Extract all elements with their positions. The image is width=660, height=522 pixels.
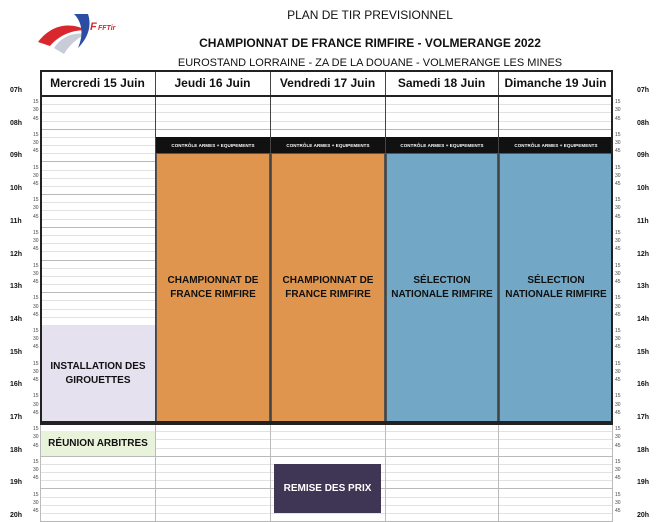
event-bar-block — [499, 137, 613, 153]
quarter-label-right: 15 — [615, 164, 621, 171]
event-orange-block — [156, 153, 270, 423]
quarter-label-left: 15 — [33, 360, 39, 367]
quarter-label-left: 45 — [33, 213, 39, 220]
event-label: CHAMPIONNAT DE FRANCE RIMFIRE — [282, 275, 374, 301]
quarter-label-left: 30 — [33, 368, 39, 375]
event-label: INSTALLATION DES GIROUETTES — [50, 360, 146, 386]
quarter-label-left: 30 — [33, 238, 39, 245]
event-label: SÉLECTION NATIONALE RIMFIRE — [505, 275, 607, 301]
day-header: Samedi 18 Juin — [397, 76, 486, 90]
quarter-label-left: 30 — [33, 270, 39, 277]
quarter-label-right: 15 — [615, 328, 621, 335]
event-bar-block — [271, 137, 385, 153]
frame-right-lower — [612, 423, 613, 521]
quarter-label-left: 15 — [33, 99, 39, 106]
hour-label-left: 07h — [10, 87, 23, 94]
quarter-label-right: 30 — [615, 401, 621, 408]
hour-label-right: 10h — [637, 185, 650, 193]
event-label: SÉLECTION NATIONALE RIMFIRE — [391, 275, 493, 301]
quarter-label-right: 30 — [615, 303, 621, 310]
hour-label-left: 19h — [10, 479, 23, 487]
quarter-label-right: 30 — [615, 172, 621, 179]
hour-label-left: 20h — [10, 512, 23, 520]
quarter-label-right: 15 — [615, 458, 621, 465]
quarter-line — [40, 513, 613, 514]
quarter-label-left: 30 — [33, 172, 39, 179]
quarter-label-left: 45 — [33, 180, 39, 187]
day-header: Mercredi 15 Juin — [50, 76, 145, 90]
hour-label-left: 11h — [10, 217, 22, 225]
header-separator — [40, 95, 613, 97]
quarter-label-left: 30 — [33, 107, 39, 114]
quarter-label-right: 45 — [615, 344, 621, 351]
hour-label-right: 20h — [637, 512, 650, 520]
quarter-label-left: 45 — [33, 311, 39, 318]
quarter-label-left: 15 — [33, 393, 39, 400]
quarter-label-right: 15 — [615, 393, 621, 400]
plan-title: CHAMPIONNAT DE FRANCE RIMFIRE - VOLMERANGE 2022 — [199, 36, 541, 50]
quarter-label-left: 15 — [33, 458, 39, 465]
quarter-label-left: 15 — [33, 328, 39, 335]
hour-line — [40, 129, 613, 130]
quarter-label-right: 30 — [615, 140, 621, 147]
quarter-label-right: 15 — [615, 360, 621, 367]
quarter-label-right: 45 — [615, 442, 621, 449]
event-label: RÉUNION ARBITRES — [48, 437, 148, 449]
quarter-label-left: 45 — [33, 409, 39, 416]
quarter-label-left: 45 — [33, 279, 39, 286]
quarter-label-left: 45 — [33, 148, 39, 155]
quarter-label-right: 30 — [615, 499, 621, 506]
hour-label-left: 09h — [10, 152, 23, 160]
column-divider-lower — [155, 423, 156, 521]
hour-label-right: 11h — [637, 217, 649, 225]
quarter-label-right: 30 — [615, 336, 621, 343]
event-blue-block — [386, 153, 498, 423]
quarter-label-right: 30 — [615, 270, 621, 277]
column-divider — [385, 70, 386, 423]
hour-label-right: 12h — [637, 250, 650, 258]
event-label: CONTRÔLE ARMES + EQUIPEMENTS — [514, 142, 598, 148]
quarter-label-left: 30 — [33, 205, 39, 212]
quarter-label-left: 30 — [33, 303, 39, 310]
quarter-label-left: 30 — [33, 434, 39, 441]
fftir-logo — [34, 8, 124, 58]
hour-label-left: 12h — [10, 250, 23, 258]
hour-label-left: 08h — [10, 119, 23, 127]
plan-top-title: PLAN DE TIR PREVISIONNEL — [287, 8, 453, 22]
quarter-label-right: 30 — [615, 467, 621, 474]
event-label: CONTRÔLE ARMES + EQUIPEMENTS — [286, 142, 370, 148]
quarter-label-left: 15 — [33, 164, 39, 171]
quarter-label-right: 30 — [615, 205, 621, 212]
quarter-label-left: 30 — [33, 336, 39, 343]
quarter-label-right: 15 — [615, 197, 621, 204]
quarter-label-right: 15 — [615, 262, 621, 269]
hour-label-right: 13h — [637, 283, 650, 291]
quarter-label-left: 45 — [33, 246, 39, 253]
quarter-label-left: 30 — [33, 499, 39, 506]
quarter-label-right: 45 — [615, 115, 621, 122]
day-header: Jeudi 16 Juin — [174, 76, 251, 90]
quarter-label-left: 45 — [33, 507, 39, 514]
column-divider-lower — [385, 423, 386, 521]
quarter-label-left: 45 — [33, 344, 39, 351]
event-bar-block — [386, 137, 498, 153]
event-bar-block — [156, 137, 270, 153]
schedule-grid — [0, 70, 660, 520]
hour-line — [40, 456, 613, 457]
event-lav-block — [41, 325, 155, 423]
quarter-label-right: 45 — [615, 180, 621, 187]
event-label: CONTRÔLE ARMES + EQUIPEMENTS — [400, 142, 484, 148]
quarter-label-left: 45 — [33, 377, 39, 384]
quarter-label-left: 45 — [33, 475, 39, 482]
event-label: CHAMPIONNAT DE FRANCE RIMFIRE — [167, 275, 259, 301]
quarter-label-left: 45 — [33, 442, 39, 449]
quarter-label-left: 15 — [33, 262, 39, 269]
column-divider — [498, 70, 499, 423]
plan-location: EUROSTAND LORRAINE - ZA DE LA DOUANE - VOLMERANGE LES MINES — [177, 57, 563, 69]
hour-label-right: 17h — [637, 414, 650, 421]
quarter-label-right: 15 — [615, 131, 621, 138]
hour-label-right: 18h — [637, 446, 650, 454]
bottom-rule — [40, 423, 613, 425]
day-header: Vendredi 17 Juin — [279, 76, 376, 90]
quarter-line — [40, 112, 613, 113]
quarter-label-right: 15 — [615, 295, 621, 302]
quarter-label-right: 30 — [615, 238, 621, 245]
quarter-label-right: 45 — [615, 377, 621, 384]
day-header: Dimanche 19 Juin — [504, 76, 607, 90]
quarter-label-right: 30 — [615, 368, 621, 375]
event-orange-block — [271, 153, 385, 423]
hour-label-right: 07h — [637, 87, 650, 94]
logo-text: FFTir — [98, 25, 116, 32]
quarter-label-left: 15 — [33, 426, 39, 433]
hour-label-right: 19h — [637, 479, 650, 487]
quarter-label-right: 30 — [615, 434, 621, 441]
quarter-label-right: 45 — [615, 409, 621, 416]
quarter-label-right: 15 — [615, 491, 621, 498]
quarter-label-right: 15 — [615, 426, 621, 433]
hour-label-right: 09h — [637, 152, 650, 160]
quarter-label-right: 30 — [615, 107, 621, 114]
quarter-label-right: 45 — [615, 213, 621, 220]
quarter-label-left: 45 — [33, 115, 39, 122]
quarter-label-left: 15 — [33, 491, 39, 498]
column-divider-lower — [270, 423, 271, 521]
hour-label-left: 18h — [10, 446, 23, 454]
quarter-label-right: 45 — [615, 507, 621, 514]
event-green-block — [41, 431, 155, 456]
quarter-line — [40, 104, 613, 105]
hour-label-left: 13h — [10, 283, 23, 291]
quarter-label-left: 30 — [33, 401, 39, 408]
hour-label-right: 14h — [637, 315, 650, 323]
quarter-line — [40, 121, 613, 122]
hour-label-left: 10h — [10, 185, 23, 193]
svg-text:F: F — [90, 21, 97, 33]
quarter-label-right: 45 — [615, 475, 621, 482]
column-divider — [270, 70, 271, 423]
quarter-label-left: 30 — [33, 140, 39, 147]
quarter-label-left: 15 — [33, 229, 39, 236]
quarter-label-left: 15 — [33, 295, 39, 302]
frame-left-lower — [40, 423, 41, 521]
event-label: CONTRÔLE ARMES + EQUIPEMENTS — [171, 142, 255, 148]
quarter-label-left: 15 — [33, 197, 39, 204]
quarter-label-right: 15 — [615, 99, 621, 106]
hour-label-left: 16h — [10, 381, 23, 389]
hour-label-left: 15h — [10, 348, 23, 356]
quarter-label-left: 30 — [33, 467, 39, 474]
hour-label-right: 16h — [637, 381, 650, 389]
quarter-label-right: 45 — [615, 148, 621, 155]
quarter-label-right: 15 — [615, 229, 621, 236]
hour-label-right: 15h — [637, 348, 650, 356]
quarter-label-left: 15 — [33, 131, 39, 138]
event-label: REMISE DES PRIX — [283, 482, 372, 494]
column-divider-lower — [498, 423, 499, 521]
column-divider — [155, 70, 156, 423]
hour-label-left: 17h — [10, 414, 23, 421]
quarter-label-right: 45 — [615, 279, 621, 286]
quarter-label-right: 45 — [615, 311, 621, 318]
hour-label-left: 14h — [10, 315, 23, 323]
event-blue-block — [499, 153, 613, 423]
hour-label-right: 08h — [637, 119, 650, 127]
quarter-label-right: 45 — [615, 246, 621, 253]
